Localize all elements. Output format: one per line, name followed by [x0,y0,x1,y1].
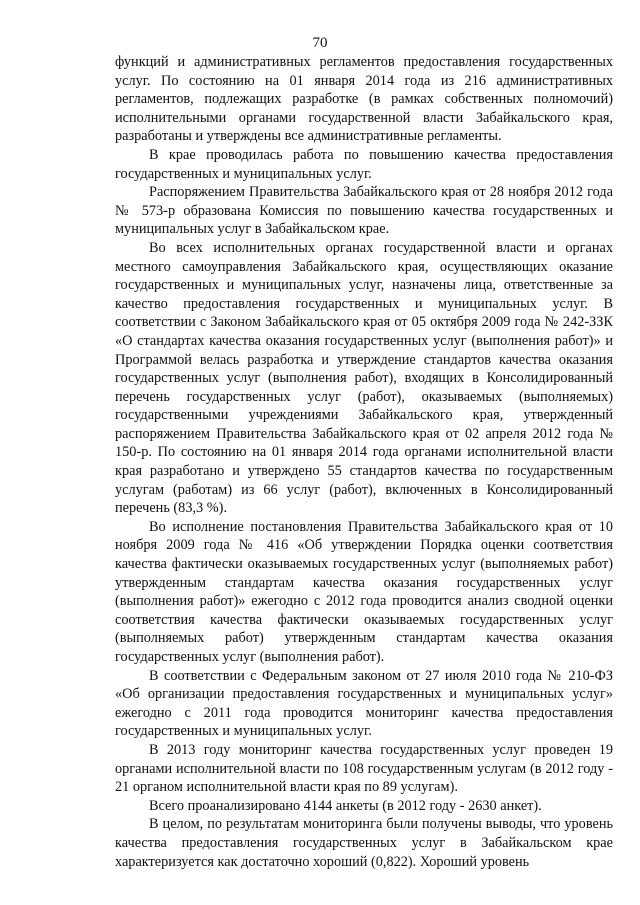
paragraph-quality-work: В крае проводилась работа по повышению качества предоставления государственных и муниципальных услуг. [115,146,613,182]
paragraph-questionnaires: Всего проанализировано 4144 анкеты (в 2012 году - 2630 анкет). [149,797,542,814]
paragraph-regulations: функций и административных регламентов предоставления государственных услуг. По состоянию на 01 января 2014 года из 216 административных регламентов, подлежащих разработке (в рамках собственных полномочий) исполнительными органами государственной власти Забайкальского края, разработаны и утверждены все административные регламенты. [115,54,613,145]
page-number: 70 [312,35,328,51]
paragraph-commission: Распоряжением Правительства Забайкальского края от 28 ноября 2012 года № 573-р образована Комиссия по повышению качества государственных и муниципальных услуг в Забайкальском крае. [115,184,613,238]
document-body [115,53,613,871]
paragraph-monitoring-2013: В 2013 году мониторинг качества государственных услуг проведен 19 органами исполнительной власти по 108 государственным услугам (в 2012 году - 21 органом исполнительной власти края по 89 услугам). [115,741,613,796]
paragraph-standards: Во всех исполнительных органах государственной власти и органах местного самоуправления Забайкальского края, осуществляющих оказание государственных и муниципальных услуг, назначены лица, ответственные за качество предоставления государственных и муниципальных услуг. В соответствии с Законом Забайкальского края от 05 октября 2009 года № 242-ЗЗК «О стандартах качества оказания государственных услуг (выполнения работ)» и Программой велась разработка и утверждение стандартов качества оказания государственных услуг (выполнения работ), входящих в Консолидированный перечень государственных услуг (работ), оказываемых (выполняемых) государственными учреждениями Забайкальского края, утвержденный распоряжением Правительства Забайкальского края от 02 апреля 2012 года № 150-р. По состоянию на 01 января 2014 года органами исполнительной власти края разработано и утверждено 55 стандартов качества по государственным услугам (работам) из 66 услуг (работ), включенных в Консолидированный перечень (83,3 %). [115,239,613,517]
paragraph-assessment: Во исполнение постановления Правительства Забайкальского края от 10 ноября 2009 года № 416 «Об утверждении Порядка оценки соответствия качества фактически оказываемых государственных услуг (выполняемых работ) утвержденным стандартам качества оказания государственных услуг (выполнения работ)» ежегодно с 2012 года проводится анализ сводной оценки соответствия качества фактически оказываемых государственных услуг (выполняемых работ) утвержденным стандартам качества оказания государственных услуг (выполнения работ). [115,518,613,665]
paragraph-federal-law: В соответствии с Федеральным законом от 27 июля 2010 года № 210-ФЗ «Об организации предоставления государственных и муниципальных услуг» ежегодно с 2011 года проводится мониторинг качества предоставления государственных и муниципальных услуг. [115,667,613,740]
paragraph-conclusions: В целом, по результатам мониторинга были получены выводы, что уровень качества предоставления государственных услуг в Забайкальском крае характеризуется как достаточно хороший (0,822). Хороший уровень [115,816,613,870]
